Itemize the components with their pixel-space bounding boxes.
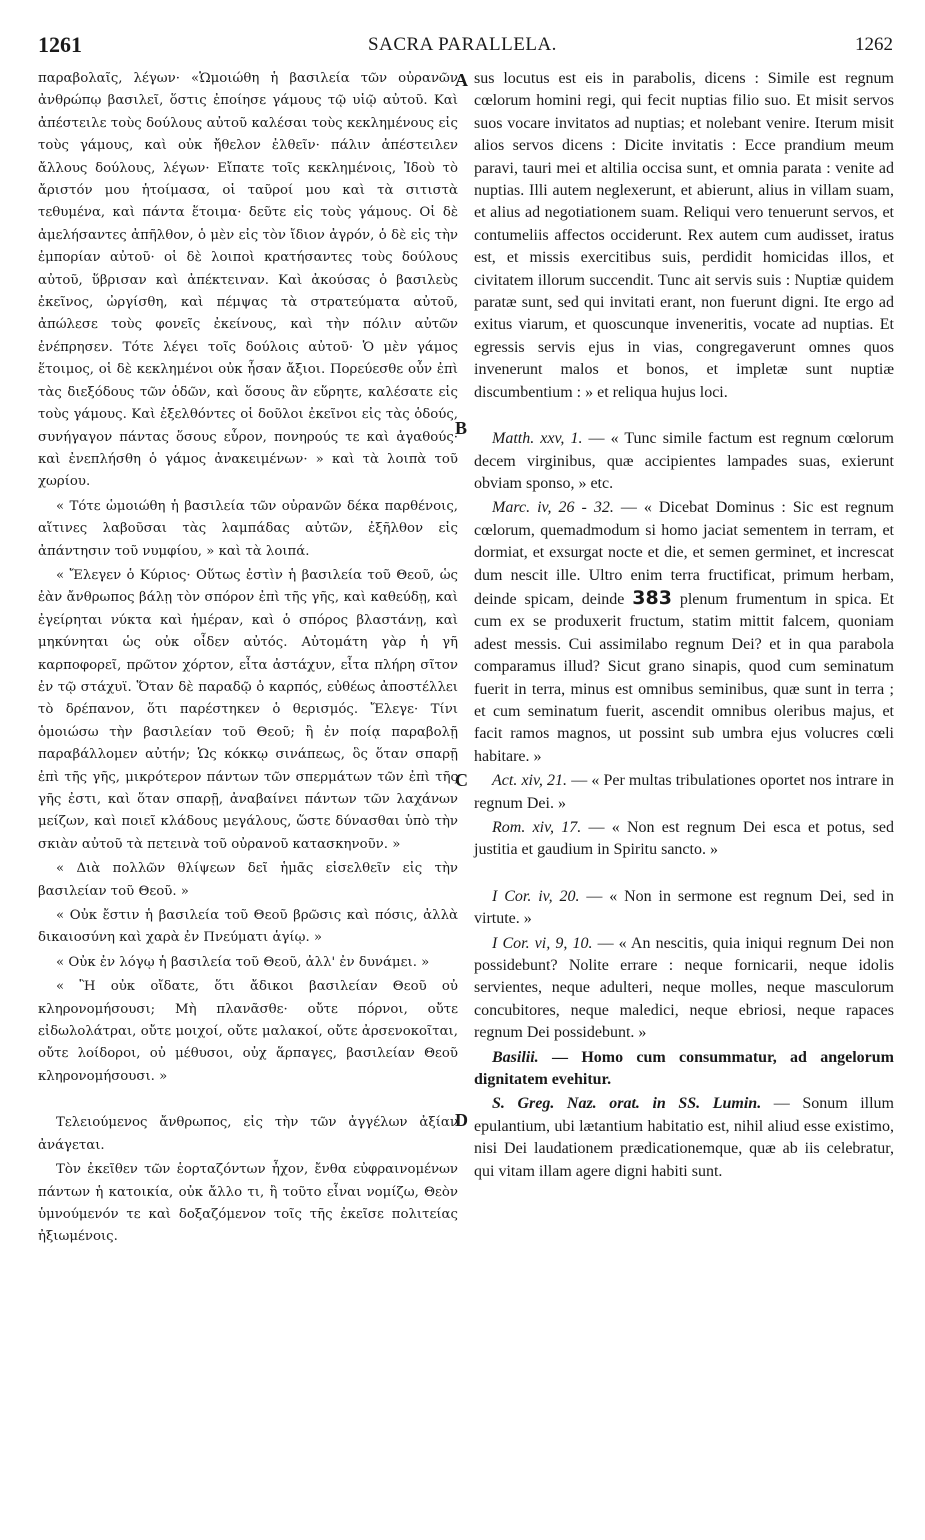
latin-text: — « Dicebat Dominus : Sic est regnum cœlorum, quemadmodum si homo jaciat sementem in terram, et dormiat, et exsurgat nocte et die, et semen germinet, et increscat dum nescit ille. Ultro enim terra fructificat, primum herbam, deinde spicam, deinde (474, 499, 894, 608)
latin-text: plenum frumentum in spica. Et cum ex se produxerit fructum, statim mittit falcem, quoniam adest messis. Cui assimilabo regnum Dei? et in qua parabola comparamus illud? Sicut grano sinapis, quod cum seminatum fuerit in terra, minus est omnibus seminibus, quæ sunt in terra ; et cum seminatum fuerit, ascendit omnibus oleribus majus, et facit ramos magnos, ut possint sub umbra ejus volucres cœli habitare. » (474, 590, 895, 765)
page-number-right: 1262 (855, 34, 893, 55)
greek-paragraph: παραβολαῖς, λέγων· «Ὡμοιώθη ἡ βασιλεία τῶν οὐρανῶν ἀνθρώπῳ βασιλεῖ, ὅστις ἐποίησε γάμους τῷ υἱῷ αὐτοῦ. Καὶ ἀπέστειλε τοὺς δούλους αὐτοῦ καλέσαι τοὺς κεκλημένους εἰς τοὺς γάμους, καὶ οὐκ ἤθελον ἐλθεῖν· πάλιν ἀπέστειλεν ἄλλους δούλους, λέγων· Εἴπατε τοῖς κεκλημένοις, Ἰδοὺ τὸ ἄριστόν μου ἡτοίμασα, οἱ ταῦροί μου καὶ τὰ σιτιστὰ τεθυμένα, καὶ πάντα ἕτοιμα· δεῦτε εἰς τοὺς γάμους. Οἱ δὲ ἀμελήσαντες ἀπῆλθον, ὁ μὲν εἰς τὸν ἴδιον ἀγρόν, ὁ δὲ εἰς τὴν ἐμπορίαν αὐτοῦ· οἱ δὲ λοιποὶ κρατήσαντες τοὺς δούλους αὐτοῦ, ὕβρισαν καὶ ἀπέκτειναν. Καὶ ἀκούσας ὁ βασιλεὺς ἐκεῖνος, ὠργίσθη, καὶ πέμψας τὰ στρατεύματα αὐτοῦ, ἀπώλεσε τοὺς φονεῖς ἐκείνους, καὶ τὴν πόλιν αὐτῶν ἐνέπρησεν. Τότε λέγει τοῖς δούλοις αὐτοῦ· Ὁ μὲν γάμος ἕτοιμος, οἱ δὲ κεκλημένοι οὐκ ἦσαν ἄξιοι. Πορεύεσθε οὖν ἐπὶ τὰς διεξόδους τῶν ὁδῶν, καὶ ὅσους ἂν εὕρητε, καλέσατε εἰς τοὺς γάμους. Καὶ ἐξελθόντες οἱ δοῦλοι ἐκεῖνοι εἰς τὰς ὁδούς, συνήγαγον πάντας ὅσους εὗρον, πονηρούς τε καὶ ἀγαθούς· καὶ ἐνεπλήσθη ὁ γάμος ἀνακειμένων· » καὶ τὰ λοιπὰ τοῦ χωρίου. (38, 71, 458, 490)
greek-paragraph: « Ἢ οὐκ οἴδατε, ὅτι ἄδικοι βασιλείαν Θεοῦ οὐ κληρονομήσουσι; Μὴ πλανᾶσθε· οὔτε πόρνοι, οὔτε εἰδωλολάτραι, οὔτε μοιχοί, οὔτε μαλακοί, οὔτε ἀρσενοκοῖται, οὔτε λοίδοροι, οὐ μέθυσοι, οὐχ ἅρπαγες, βασιλείαν Θεοῦ κληρονομήσουσι. » (38, 979, 458, 1084)
latin-text: — « Non in sermone est regnum Dei, sed in virtute. » (474, 887, 895, 928)
latin-paragraph (474, 1093, 894, 1183)
latin-paragraph (474, 770, 894, 815)
scripture-reference: Marc. iv, 26 - 32. (492, 499, 614, 517)
greek-paragraph: Τὸν ἐκεῖθεν τῶν ἑορταζόντων ἦχον, ἔνθα εὐφραινομένων πάντων ἡ κατοικία, οὐκ ἄλλο τι, ἢ τοῦτο εἶναι νομίζω, Θεὸν ὑμνούμενόν τε καὶ δοξαζόμενον τοῖς τῆς ἐκεῖσε πολιτείας ἠξιωμένοις. (38, 1162, 458, 1245)
page-header (30, 22, 895, 62)
latin-text: — « An nescitis, quia iniqui regnum Dei non possidebunt? Nolite errare : neque fornicarii, neque idolis servientes, neque adulteri, neque molles, neque masculorum concubitores, neque maledici, neque ebriosi, neque rapaces regnum Dei possidebunt. » (474, 934, 894, 1042)
section-marker-d: D (455, 1110, 468, 1130)
latin-text: — « Tunc simile factum est regnum cœlorum decem virginibus, quæ accipientes lampades suas, exierunt obviam sponso, » etc. (474, 430, 894, 492)
greek-paragraph: « Διὰ πολλῶν θλίψεων δεῖ ἡμᾶς εἰσελθεῖν εἰς τὴν βασιλείαν τοῦ Θεοῦ. » (38, 861, 458, 899)
latin-column (474, 68, 894, 1183)
greek-paragraph: « Οὐκ ἐν λόγῳ ἡ βασιλεία τοῦ Θεοῦ, ἀλλ' ἐν δυνάμει. » (56, 954, 430, 970)
section-marker-c: C (455, 770, 468, 790)
latin-paragraph: sus locutus est eis in parabolis, dicens : Simile est regnum cœlorum homini regi, qui fecit nuptias filio suo. Et misit servos suos vocare invitatos ad nuptias; et nolebant venire. Iterum misit alios servos dicens : Dicite invitatis : Ecce prandium meum paravi, tauri mei et altilia occisa sunt, et omnia parata : venite ad nuptias. Illi autem neglexerunt, et abierunt, alius in villam suam, et alius ad negotiationem suam. Reliqui vero tenuerunt servos, et contumeliis affectos occiderunt. Rex autem cum audisset, iratus est, et missis exercitibus suis, perdidit homicidas illos, et civitatem illorum succendit. Tunc ait servis suis : Nuptiæ quidem paratæ sunt, sed qui invitati erant, non fuerunt digni. Ite ergo ad exitus viarum, et quoscunque inveneritis, vocate ad nuptias. Et egressis servis ejus in vias, congregaverunt omnes quos invenerunt malos et bonos, et impletæ sunt nuptiæ discumbentium : » et reliqua hujus loci. (474, 70, 894, 401)
section-marker-a: A (455, 70, 468, 90)
source-reference: S. Greg. Naz. orat. in SS. Lumin. (492, 1095, 762, 1113)
greek-paragraph: Τελειούμενος ἄνθρωπος, εἰς τὴν τῶν ἀγγέλων ἀξίαν ἀνάγεται. (38, 1115, 458, 1153)
scripture-reference: Matth. xxv, 1. (492, 430, 583, 448)
greek-paragraph: « Οὐκ ἔστιν ἡ βασιλεία τοῦ Θεοῦ βρῶσις καὶ πόσις, ἀλλὰ δικαιοσύνη καὶ χαρὰ ἐν Πνεύματι ἁγίῳ. » (38, 908, 458, 946)
scripture-reference: Act. xiv, 21. (492, 772, 568, 790)
scripture-reference: I Cor. vi, 9, 10. (492, 934, 593, 952)
latin-paragraph (474, 933, 894, 1045)
scripture-reference: I Cor. iv, 20. (492, 887, 580, 905)
column-number: 383 (632, 586, 672, 609)
latin-paragraph (474, 428, 894, 495)
latin-text: — « Per multas tribulationes oportet nos intrare in regnum Dei. » (474, 772, 895, 812)
source-reference: Basilii. (492, 1048, 539, 1066)
latin-paragraph (474, 497, 894, 768)
running-title: SACRA PARALLELA. (368, 34, 557, 55)
scripture-reference: Rom. xiv, 17. (492, 819, 582, 836)
latin-paragraph (474, 817, 894, 862)
latin-text: — Homo cum consummatur, ad angelorum dignitatem evehitur. (474, 1048, 894, 1089)
latin-text: — « Non est regnum Dei esca et potus, sed justitia et gaudium in Spiritu sancto. » (474, 819, 894, 859)
latin-paragraph (474, 1047, 894, 1092)
page-number-left: 1261 (38, 32, 82, 57)
section-marker-b: B (455, 418, 468, 438)
greek-paragraph: « Τότε ὡμοιώθη ἡ βασιλεία τῶν οὐρανῶν δέκα παρθένοις, αἵτινες λαβοῦσαι τὰς λαμπάδας αὐτῶν, ἐξῆλθον εἰς ἀπάντησιν τοῦ νυμφίου, » καὶ τὰ λοιπά. (38, 498, 458, 559)
latin-text: — Sonum illum epulantium, ubi lætantium habitatio est, nihil aliud esse existimo, nisi Dei laudationem prædicationemque, quæ ab iis celebratur, qui vitam illam agere digni habiti sunt. (474, 1095, 895, 1180)
latin-paragraph (474, 886, 894, 931)
greek-column (38, 68, 458, 1249)
greek-paragraph: « Ἔλεγεν ὁ Κύριος· Οὕτως ἐστὶν ἡ βασιλεία τοῦ Θεοῦ, ὡς ἐὰν ἄνθρωπος βάλῃ τὸν σπόρον ἐπὶ τῆς γῆς, καὶ καθεύδῃ, καὶ ἐγείρηται νύκτα καὶ ἡμέραν, καὶ ὁ σπόρος βλαστάνῃ, καὶ μηκύνηται ὡς οὐκ οἶδεν αὐτός. Αὐτομάτη γὰρ ἡ γῆ καρποφορεῖ, πρῶτον χόρτον, εἶτα ἀστάχυν, εἶτα πλήρη σῖτον ἐν τῷ στάχυϊ. Ὅταν δὲ παραδῷ ὁ καρπός, εὐθέως ἀποστέλλει τὸ δρέπανον, ὅτι παρέστηκεν ὁ θερισμός. Ἔλεγε· Τίνι ὁμοιώσω τὴν βασιλείαν τοῦ Θεοῦ; ἢ ἐν ποίᾳ παραβολῇ παραβάλλομεν αὐτήν; Ὡς κόκκῳ σινάπεως, ὃς ὅταν σπαρῇ ἐπὶ τῆς γῆς, μικρότερον πάντων τῶν σπερμάτων τῶν ἐπὶ τῆς γῆς ἐστι, καὶ ὅταν σπαρῇ, ἀναβαίνει πάντων τῶν λαχάνων μείζων, καὶ ποιεῖ κλάδους μεγάλους, ὥστε δύνασθαι ὑπὸ τὴν σκιὰν αὐτοῦ τὰ πετεινὰ τοῦ οὐρανοῦ κατασκηνοῦν. » (38, 567, 458, 852)
